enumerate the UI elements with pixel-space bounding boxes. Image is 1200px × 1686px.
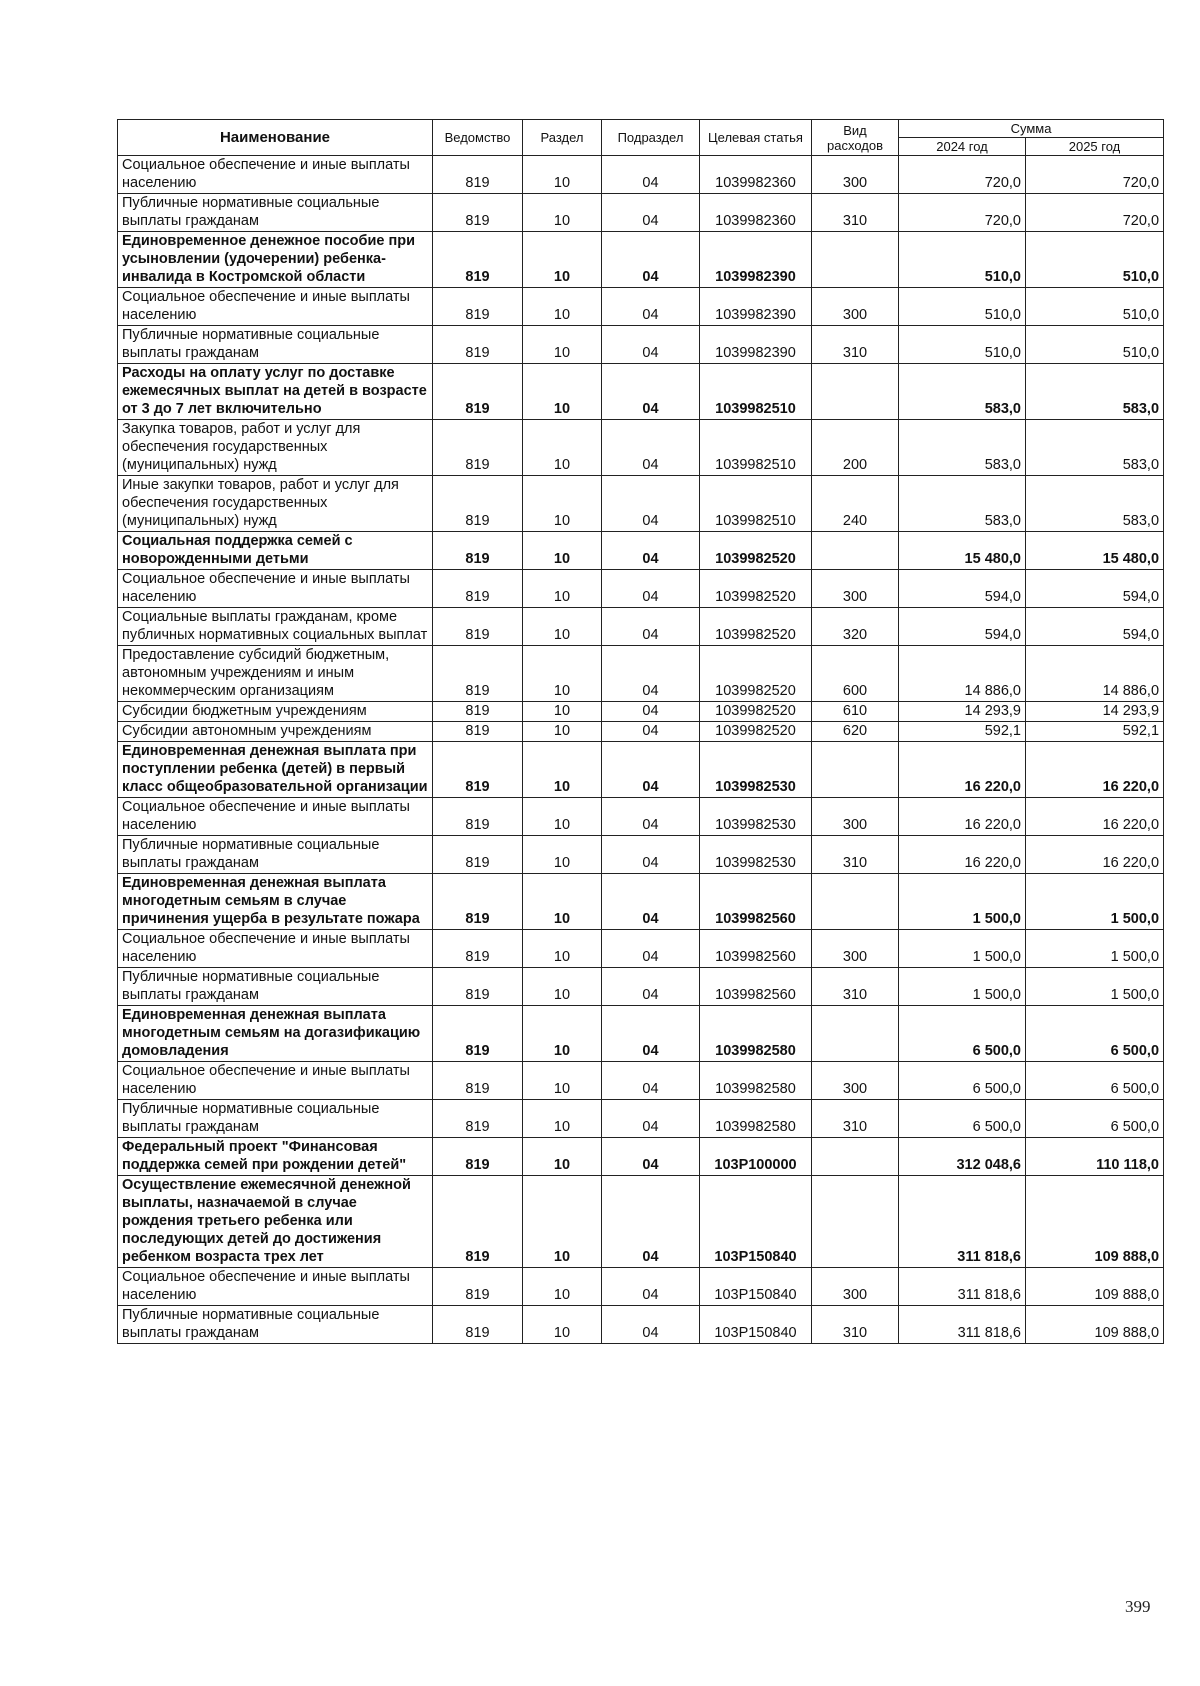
cell-podrazdel: 04 xyxy=(602,722,700,742)
cell-podrazdel: 04 xyxy=(602,874,700,930)
cell-vedomstvo: 819 xyxy=(433,874,523,930)
table-row xyxy=(118,1006,1164,1062)
cell-podrazdel: 04 xyxy=(602,1138,700,1176)
cell-vid-rashodov: 310 xyxy=(812,194,899,232)
cell-podrazdel: 04 xyxy=(602,326,700,364)
cell-razdel: 10 xyxy=(523,194,602,232)
cell-vid-rashodov: 240 xyxy=(812,476,899,532)
cell-podrazdel: 04 xyxy=(602,702,700,722)
header-name: Наименование xyxy=(118,120,433,156)
table-row xyxy=(118,646,1164,702)
cell-vid-rashodov xyxy=(812,874,899,930)
cell-podrazdel: 04 xyxy=(602,420,700,476)
cell-sum-2025: 583,0 xyxy=(1026,364,1164,420)
cell-vedomstvo: 819 xyxy=(433,930,523,968)
cell-vedomstvo: 819 xyxy=(433,1006,523,1062)
cell-sum-2025: 592,1 xyxy=(1026,722,1164,742)
cell-name: Единовременная денежная выплата многодетным семьям в случае причинения ущерба в результате пожара xyxy=(118,874,433,930)
cell-razdel: 10 xyxy=(523,326,602,364)
cell-sum-2024: 312 048,6 xyxy=(899,1138,1026,1176)
table-row xyxy=(118,288,1164,326)
cell-sum-2025: 16 220,0 xyxy=(1026,798,1164,836)
cell-sum-2024: 6 500,0 xyxy=(899,1100,1026,1138)
cell-celevaya-statya: 1039982520 xyxy=(700,722,812,742)
cell-celevaya-statya: 1039982520 xyxy=(700,646,812,702)
cell-celevaya-statya: 1039982520 xyxy=(700,532,812,570)
cell-razdel: 10 xyxy=(523,156,602,194)
page-number: 399 xyxy=(1125,1597,1151,1616)
table-row xyxy=(118,798,1164,836)
table-body xyxy=(118,156,1164,1344)
cell-sum-2025: 1 500,0 xyxy=(1026,930,1164,968)
cell-sum-2024: 583,0 xyxy=(899,364,1026,420)
cell-name: Публичные нормативные социальные выплаты гражданам xyxy=(118,326,433,364)
table-row xyxy=(118,570,1164,608)
cell-sum-2024: 583,0 xyxy=(899,476,1026,532)
cell-razdel: 10 xyxy=(523,874,602,930)
table-row xyxy=(118,608,1164,646)
cell-razdel: 10 xyxy=(523,1062,602,1100)
cell-podrazdel: 04 xyxy=(602,646,700,702)
table-row xyxy=(118,476,1164,532)
cell-vid-rashodov: 300 xyxy=(812,156,899,194)
cell-vedomstvo: 819 xyxy=(433,608,523,646)
table-row xyxy=(118,874,1164,930)
cell-podrazdel: 04 xyxy=(602,608,700,646)
cell-razdel: 10 xyxy=(523,798,602,836)
cell-sum-2024: 510,0 xyxy=(899,232,1026,288)
cell-celevaya-statya: 1039982560 xyxy=(700,968,812,1006)
cell-name: Социальное обеспечение и иные выплаты населению xyxy=(118,288,433,326)
cell-razdel: 10 xyxy=(523,1306,602,1344)
cell-sum-2025: 109 888,0 xyxy=(1026,1176,1164,1268)
cell-name: Единовременное денежное пособие при усыновлении (удочерении) ребенка-инвалида в Костромской области xyxy=(118,232,433,288)
cell-name: Социальное обеспечение и иные выплаты населению xyxy=(118,1268,433,1306)
cell-sum-2025: 6 500,0 xyxy=(1026,1100,1164,1138)
cell-vid-rashodov: 300 xyxy=(812,570,899,608)
table-row xyxy=(118,326,1164,364)
cell-sum-2024: 15 480,0 xyxy=(899,532,1026,570)
cell-podrazdel: 04 xyxy=(602,232,700,288)
cell-podrazdel: 04 xyxy=(602,194,700,232)
cell-celevaya-statya: 1039982390 xyxy=(700,288,812,326)
cell-razdel: 10 xyxy=(523,232,602,288)
cell-vid-rashodov: 300 xyxy=(812,930,899,968)
cell-vedomstvo: 819 xyxy=(433,798,523,836)
cell-podrazdel: 04 xyxy=(602,570,700,608)
cell-sum-2024: 14 293,9 xyxy=(899,702,1026,722)
cell-vid-rashodov: 300 xyxy=(812,288,899,326)
cell-name: Социальное обеспечение и иные выплаты населению xyxy=(118,570,433,608)
cell-name: Публичные нормативные социальные выплаты гражданам xyxy=(118,1306,433,1344)
cell-sum-2025: 110 118,0 xyxy=(1026,1138,1164,1176)
cell-celevaya-statya: 1039982530 xyxy=(700,742,812,798)
cell-vid-rashodov: 310 xyxy=(812,1306,899,1344)
cell-podrazdel: 04 xyxy=(602,532,700,570)
cell-razdel: 10 xyxy=(523,836,602,874)
cell-vedomstvo: 819 xyxy=(433,1138,523,1176)
cell-name: Единовременная денежная выплата при поступлении ребенка (детей) в первый класс общеобразовательной организации xyxy=(118,742,433,798)
cell-podrazdel: 04 xyxy=(602,476,700,532)
table-row xyxy=(118,930,1164,968)
cell-vid-rashodov: 600 xyxy=(812,646,899,702)
cell-vedomstvo: 819 xyxy=(433,1100,523,1138)
cell-celevaya-statya: 1039982390 xyxy=(700,232,812,288)
cell-sum-2025: 510,0 xyxy=(1026,288,1164,326)
cell-razdel: 10 xyxy=(523,570,602,608)
cell-name: Социальное обеспечение и иные выплаты населению xyxy=(118,930,433,968)
cell-vid-rashodov xyxy=(812,232,899,288)
cell-sum-2024: 311 818,6 xyxy=(899,1306,1026,1344)
cell-vid-rashodov: 310 xyxy=(812,836,899,874)
cell-podrazdel: 04 xyxy=(602,1006,700,1062)
cell-sum-2025: 720,0 xyxy=(1026,194,1164,232)
table-row xyxy=(118,968,1164,1006)
cell-name: Субсидии автономным учреждениям xyxy=(118,722,433,742)
table-row xyxy=(118,532,1164,570)
cell-celevaya-statya: 103P150840 xyxy=(700,1268,812,1306)
cell-podrazdel: 04 xyxy=(602,1306,700,1344)
cell-razdel: 10 xyxy=(523,364,602,420)
cell-name: Федеральный проект "Финансовая поддержка семей при рождении детей" xyxy=(118,1138,433,1176)
table-row xyxy=(118,742,1164,798)
cell-vedomstvo: 819 xyxy=(433,532,523,570)
cell-sum-2024: 594,0 xyxy=(899,570,1026,608)
cell-podrazdel: 04 xyxy=(602,798,700,836)
header-row xyxy=(118,120,1164,138)
cell-sum-2025: 16 220,0 xyxy=(1026,742,1164,798)
cell-vedomstvo: 819 xyxy=(433,194,523,232)
cell-sum-2024: 16 220,0 xyxy=(899,742,1026,798)
budget-table xyxy=(117,119,1164,1344)
header-celevaya-statya: Целевая статья xyxy=(700,120,812,156)
cell-name: Расходы на оплату услуг по доставке ежемесячных выплат на детей в возрасте от 3 до 7 лет включительно xyxy=(118,364,433,420)
cell-name: Осуществление ежемесячной денежной выплаты, назначаемой в случае рождения третьего ребенка или последующих детей до достижения ребенком возраста трех лет xyxy=(118,1176,433,1268)
cell-razdel: 10 xyxy=(523,930,602,968)
table-row xyxy=(118,1138,1164,1176)
cell-sum-2024: 311 818,6 xyxy=(899,1176,1026,1268)
cell-name: Субсидии бюджетным учреждениям xyxy=(118,702,433,722)
table-row xyxy=(118,1176,1164,1268)
cell-celevaya-statya: 1039982560 xyxy=(700,874,812,930)
cell-name: Публичные нормативные социальные выплаты гражданам xyxy=(118,836,433,874)
table-row xyxy=(118,232,1164,288)
cell-podrazdel: 04 xyxy=(602,968,700,1006)
cell-celevaya-statya: 1039982580 xyxy=(700,1062,812,1100)
table-row xyxy=(118,1268,1164,1306)
cell-celevaya-statya: 1039982560 xyxy=(700,930,812,968)
cell-podrazdel: 04 xyxy=(602,742,700,798)
cell-vid-rashodov xyxy=(812,1176,899,1268)
cell-name: Единовременная денежная выплата многодетным семьям на догазификацию домовладения xyxy=(118,1006,433,1062)
cell-sum-2025: 109 888,0 xyxy=(1026,1268,1164,1306)
cell-sum-2024: 1 500,0 xyxy=(899,968,1026,1006)
cell-razdel: 10 xyxy=(523,968,602,1006)
cell-vedomstvo: 819 xyxy=(433,156,523,194)
cell-vid-rashodov xyxy=(812,364,899,420)
table-row xyxy=(118,1306,1164,1344)
cell-sum-2025: 594,0 xyxy=(1026,570,1164,608)
cell-razdel: 10 xyxy=(523,702,602,722)
cell-vedomstvo: 819 xyxy=(433,646,523,702)
cell-vedomstvo: 819 xyxy=(433,968,523,1006)
cell-celevaya-statya: 1039982360 xyxy=(700,194,812,232)
cell-vedomstvo: 819 xyxy=(433,476,523,532)
cell-podrazdel: 04 xyxy=(602,1176,700,1268)
cell-name: Социальное обеспечение и иные выплаты населению xyxy=(118,798,433,836)
cell-name: Иные закупки товаров, работ и услуг для обеспечения государственных (муниципальных) нужд xyxy=(118,476,433,532)
cell-vid-rashodov: 300 xyxy=(812,1062,899,1100)
cell-vid-rashodov: 320 xyxy=(812,608,899,646)
cell-celevaya-statya: 1039982520 xyxy=(700,608,812,646)
table-row xyxy=(118,836,1164,874)
cell-celevaya-statya: 1039982530 xyxy=(700,798,812,836)
cell-sum-2024: 6 500,0 xyxy=(899,1006,1026,1062)
cell-razdel: 10 xyxy=(523,722,602,742)
cell-sum-2025: 109 888,0 xyxy=(1026,1306,1164,1344)
cell-celevaya-statya: 1039982360 xyxy=(700,156,812,194)
cell-vedomstvo: 819 xyxy=(433,570,523,608)
cell-razdel: 10 xyxy=(523,288,602,326)
cell-sum-2024: 720,0 xyxy=(899,194,1026,232)
cell-sum-2025: 583,0 xyxy=(1026,420,1164,476)
table-row xyxy=(118,194,1164,232)
table-row xyxy=(118,1100,1164,1138)
cell-celevaya-statya: 103P150840 xyxy=(700,1306,812,1344)
cell-name: Закупка товаров, работ и услуг для обеспечения государственных (муниципальных) нужд xyxy=(118,420,433,476)
cell-vedomstvo: 819 xyxy=(433,722,523,742)
cell-vedomstvo: 819 xyxy=(433,742,523,798)
header-summa: Сумма xyxy=(899,120,1164,138)
cell-vedomstvo: 819 xyxy=(433,288,523,326)
cell-celevaya-statya: 1039982580 xyxy=(700,1100,812,1138)
cell-sum-2025: 6 500,0 xyxy=(1026,1062,1164,1100)
cell-sum-2025: 1 500,0 xyxy=(1026,968,1164,1006)
cell-razdel: 10 xyxy=(523,1100,602,1138)
cell-podrazdel: 04 xyxy=(602,1062,700,1100)
cell-sum-2024: 720,0 xyxy=(899,156,1026,194)
cell-sum-2024: 594,0 xyxy=(899,608,1026,646)
cell-name: Предоставление субсидий бюджетным, автономным учреждениям и иным некоммерческим организациям xyxy=(118,646,433,702)
cell-sum-2025: 583,0 xyxy=(1026,476,1164,532)
cell-vedomstvo: 819 xyxy=(433,836,523,874)
cell-sum-2024: 592,1 xyxy=(899,722,1026,742)
cell-sum-2024: 16 220,0 xyxy=(899,836,1026,874)
cell-name: Социальное обеспечение и иные выплаты населению xyxy=(118,156,433,194)
cell-sum-2024: 14 886,0 xyxy=(899,646,1026,702)
cell-vid-rashodov: 310 xyxy=(812,968,899,1006)
cell-vid-rashodov: 300 xyxy=(812,798,899,836)
header-vid-rashodov: Вид расходов xyxy=(812,120,899,156)
cell-name: Публичные нормативные социальные выплаты гражданам xyxy=(118,194,433,232)
cell-celevaya-statya: 1039982530 xyxy=(700,836,812,874)
cell-vid-rashodov: 200 xyxy=(812,420,899,476)
cell-podrazdel: 04 xyxy=(602,288,700,326)
cell-sum-2024: 6 500,0 xyxy=(899,1062,1026,1100)
cell-vid-rashodov xyxy=(812,742,899,798)
cell-razdel: 10 xyxy=(523,1138,602,1176)
cell-celevaya-statya: 1039982510 xyxy=(700,364,812,420)
cell-vid-rashodov xyxy=(812,532,899,570)
cell-razdel: 10 xyxy=(523,608,602,646)
cell-vedomstvo: 819 xyxy=(433,702,523,722)
cell-name: Социальная поддержка семей с новорожденными детьми xyxy=(118,532,433,570)
cell-vid-rashodov: 620 xyxy=(812,722,899,742)
cell-vedomstvo: 819 xyxy=(433,1268,523,1306)
cell-sum-2025: 14 886,0 xyxy=(1026,646,1164,702)
cell-razdel: 10 xyxy=(523,1268,602,1306)
cell-podrazdel: 04 xyxy=(602,1268,700,1306)
cell-sum-2025: 594,0 xyxy=(1026,608,1164,646)
cell-sum-2025: 6 500,0 xyxy=(1026,1006,1164,1062)
cell-name: Социальное обеспечение и иные выплаты населению xyxy=(118,1062,433,1100)
cell-podrazdel: 04 xyxy=(602,930,700,968)
header-podrazdel: Подраздел xyxy=(602,120,700,156)
cell-vedomstvo: 819 xyxy=(433,1062,523,1100)
cell-celevaya-statya: 1039982510 xyxy=(700,476,812,532)
cell-sum-2024: 510,0 xyxy=(899,288,1026,326)
cell-vid-rashodov xyxy=(812,1138,899,1176)
cell-vedomstvo: 819 xyxy=(433,326,523,364)
cell-vedomstvo: 819 xyxy=(433,420,523,476)
cell-podrazdel: 04 xyxy=(602,836,700,874)
header-vedomstvo: Ведомство xyxy=(433,120,523,156)
cell-razdel: 10 xyxy=(523,420,602,476)
cell-sum-2024: 583,0 xyxy=(899,420,1026,476)
cell-name: Социальные выплаты гражданам, кроме публичных нормативных социальных выплат xyxy=(118,608,433,646)
cell-vid-rashodov: 310 xyxy=(812,326,899,364)
cell-celevaya-statya: 1039982510 xyxy=(700,420,812,476)
table-row xyxy=(118,420,1164,476)
cell-celevaya-statya: 103P100000 xyxy=(700,1138,812,1176)
header-razdel: Раздел xyxy=(523,120,602,156)
table-row xyxy=(118,156,1164,194)
cell-vedomstvo: 819 xyxy=(433,1306,523,1344)
cell-sum-2024: 1 500,0 xyxy=(899,874,1026,930)
cell-celevaya-statya: 1039982520 xyxy=(700,702,812,722)
cell-sum-2024: 1 500,0 xyxy=(899,930,1026,968)
cell-razdel: 10 xyxy=(523,646,602,702)
cell-celevaya-statya: 1039982520 xyxy=(700,570,812,608)
cell-vid-rashodov xyxy=(812,1006,899,1062)
cell-vid-rashodov: 300 xyxy=(812,1268,899,1306)
cell-razdel: 10 xyxy=(523,1176,602,1268)
cell-podrazdel: 04 xyxy=(602,1100,700,1138)
cell-name: Публичные нормативные социальные выплаты гражданам xyxy=(118,968,433,1006)
cell-sum-2025: 510,0 xyxy=(1026,232,1164,288)
cell-celevaya-statya: 103P150840 xyxy=(700,1176,812,1268)
cell-sum-2024: 311 818,6 xyxy=(899,1268,1026,1306)
table-row xyxy=(118,1062,1164,1100)
cell-vid-rashodov: 610 xyxy=(812,702,899,722)
cell-name: Публичные нормативные социальные выплаты гражданам xyxy=(118,1100,433,1138)
cell-razdel: 10 xyxy=(523,1006,602,1062)
cell-vedomstvo: 819 xyxy=(433,364,523,420)
cell-sum-2024: 510,0 xyxy=(899,326,1026,364)
cell-vedomstvo: 819 xyxy=(433,232,523,288)
cell-sum-2025: 15 480,0 xyxy=(1026,532,1164,570)
cell-razdel: 10 xyxy=(523,476,602,532)
cell-celevaya-statya: 1039982580 xyxy=(700,1006,812,1062)
cell-podrazdel: 04 xyxy=(602,364,700,420)
table-row xyxy=(118,722,1164,742)
cell-sum-2025: 1 500,0 xyxy=(1026,874,1164,930)
header-year-2024: 2024 год xyxy=(899,138,1026,156)
cell-sum-2025: 510,0 xyxy=(1026,326,1164,364)
header-year-2025: 2025 год xyxy=(1026,138,1164,156)
table-row xyxy=(118,364,1164,420)
cell-sum-2025: 720,0 xyxy=(1026,156,1164,194)
cell-sum-2024: 16 220,0 xyxy=(899,798,1026,836)
cell-vedomstvo: 819 xyxy=(433,1176,523,1268)
table-row xyxy=(118,702,1164,722)
cell-sum-2025: 16 220,0 xyxy=(1026,836,1164,874)
cell-sum-2025: 14 293,9 xyxy=(1026,702,1164,722)
cell-celevaya-statya: 1039982390 xyxy=(700,326,812,364)
cell-podrazdel: 04 xyxy=(602,156,700,194)
cell-razdel: 10 xyxy=(523,742,602,798)
cell-vid-rashodov: 310 xyxy=(812,1100,899,1138)
cell-razdel: 10 xyxy=(523,532,602,570)
